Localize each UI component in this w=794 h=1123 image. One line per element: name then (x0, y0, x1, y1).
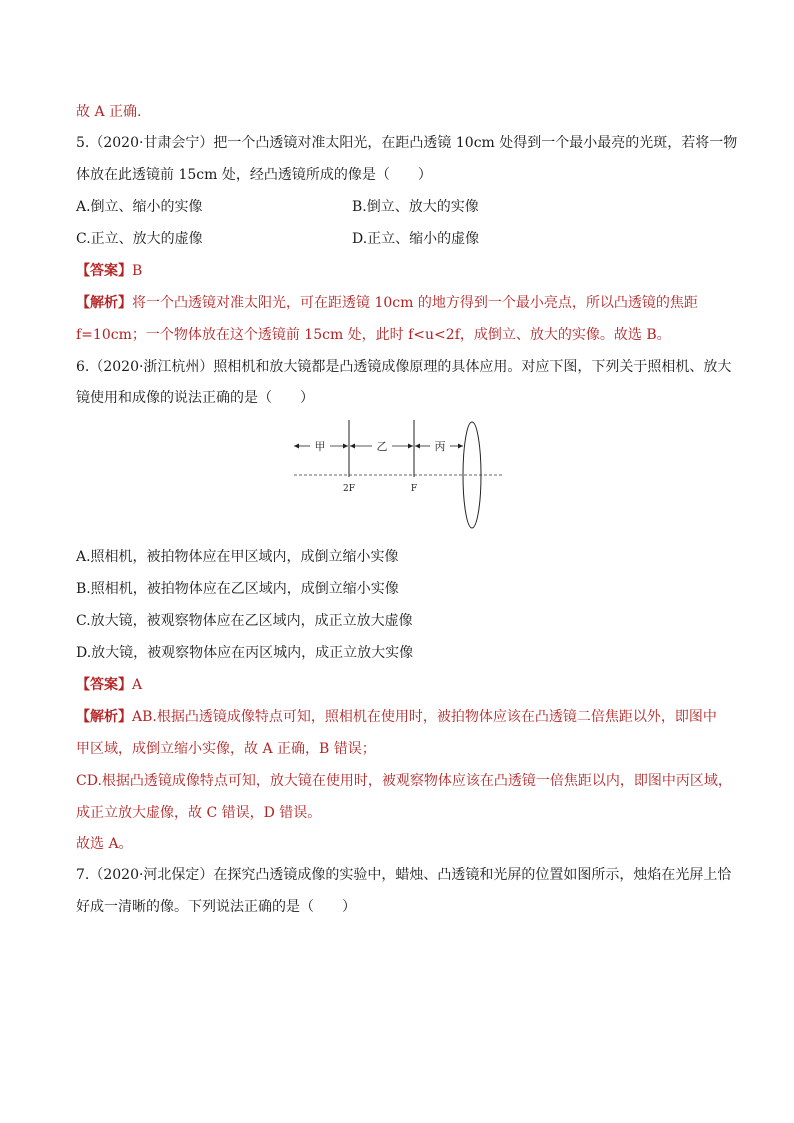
q5-analysis-tag: 【解析】 (76, 295, 132, 311)
q5-analysis-line1 (76, 294, 698, 312)
yi-arrow-left-head (350, 444, 355, 449)
q6-stem-line1: 6.（2020·浙江杭州）照相机和放大镜都是凸透镜成像原理的具体应用。对应下图，下列关于照相机、放大 (76, 359, 732, 375)
q5-analysis-text1: 将一个凸透镜对准太阳光，可在距透镜 10cm 的地方得到一个最小亮点，所以凸透镜的焦距 (132, 295, 698, 311)
q6-stem-line2: 镜使用和成像的说法正确的是（ ） (76, 390, 314, 406)
region-yi-label: 乙 (376, 440, 388, 453)
q5-option-a: A.倒立、缩小的实像 (76, 199, 203, 215)
q6-analysis-line2: 甲区域，成倒立缩小实像，故 A 正确，B 错误； (76, 741, 376, 757)
q6-analysis-line4: 成正立放大虚像，故 C 错误，D 错误。 (76, 805, 322, 821)
q7-stem-line1: 7.（2020·河北保定）在探究凸透镜成像的实验中，蜡烛、凸透镜和光屏的位置如图所示，烛焰在光屏上恰 (76, 867, 732, 883)
q6-analysis-tag: 【解析】 (76, 709, 132, 725)
previous-answer-tail: 故 A 正确. (76, 104, 142, 120)
q5-option-d: D.正立、缩小的虚像 (352, 231, 480, 247)
region-bing-label: 丙 (434, 440, 446, 453)
q6-analysis-text1: AB.根据凸透镜成像特点可知，照相机在使用时，被拍物体应该在凸透镜二倍焦距以外，即图中 (132, 709, 717, 725)
jia-arrow-right-head (343, 444, 348, 449)
yi-arrow-right-head (408, 444, 413, 449)
label-f: F (410, 484, 418, 494)
q6-option-a: A.照相机，被拍物体应在甲区域内，成倒立缩小实像 (76, 549, 399, 565)
q6-option-b: B.照相机，被拍物体应在乙区域内，成倒立缩小实像 (76, 581, 399, 597)
q7-stem-line2: 好成一清晰的像。下列说法正确的是（ ） (76, 899, 356, 915)
q5-analysis-line2: f=10cm；一个物体放在这个透镜前 15cm 处，此时 f<u<2f，成倒立、放大的实像。故选 B。 (76, 327, 671, 343)
q5-answer-tag: 【答案】 (76, 263, 132, 279)
q5-stem-line1: 5.（2020·甘肃会宁）把一个凸透镜对准太阳光，在距凸透镜 10cm 处得到一个最小最亮的光斑，若将一物 (76, 135, 738, 151)
label-2f: 2F (343, 484, 355, 494)
bing-arrow-left-head (415, 444, 420, 449)
q6-option-c: C.放大镜，被观察物体应在乙区域内，成正立放大虚像 (76, 613, 413, 629)
q5-stem-line2: 体放在此透镜前 15cm 处，经凸透镜所成的像是（ ） (76, 167, 432, 183)
q6-answer-value: A (132, 677, 143, 693)
jia-arrow-left-head (294, 444, 299, 449)
q6-answer (76, 676, 142, 694)
q5-option-c: C.正立、放大的虚像 (76, 231, 203, 247)
q6-option-d: D.放大镜，被观察物体应在丙区城内，成正立放大实像 (76, 645, 414, 661)
q5-answer-value: B (132, 263, 143, 279)
q6-conclusion: 故选 A。 (76, 836, 133, 852)
region-jia-label: 甲 (314, 440, 326, 453)
q6-analysis-line1 (76, 708, 717, 726)
q5-option-b: B.倒立、放大的实像 (352, 199, 479, 215)
q5-answer (76, 262, 142, 280)
q6-answer-tag: 【答案】 (76, 677, 132, 693)
bing-arrow-right-head (458, 444, 463, 449)
q6-analysis-line3: CD.根据凸透镜成像特点可知，放大镜在使用时，被观察物体应该在凸透镜一倍焦距以内，即图中丙区域， (76, 773, 732, 789)
lens-region-diagram (280, 418, 510, 530)
